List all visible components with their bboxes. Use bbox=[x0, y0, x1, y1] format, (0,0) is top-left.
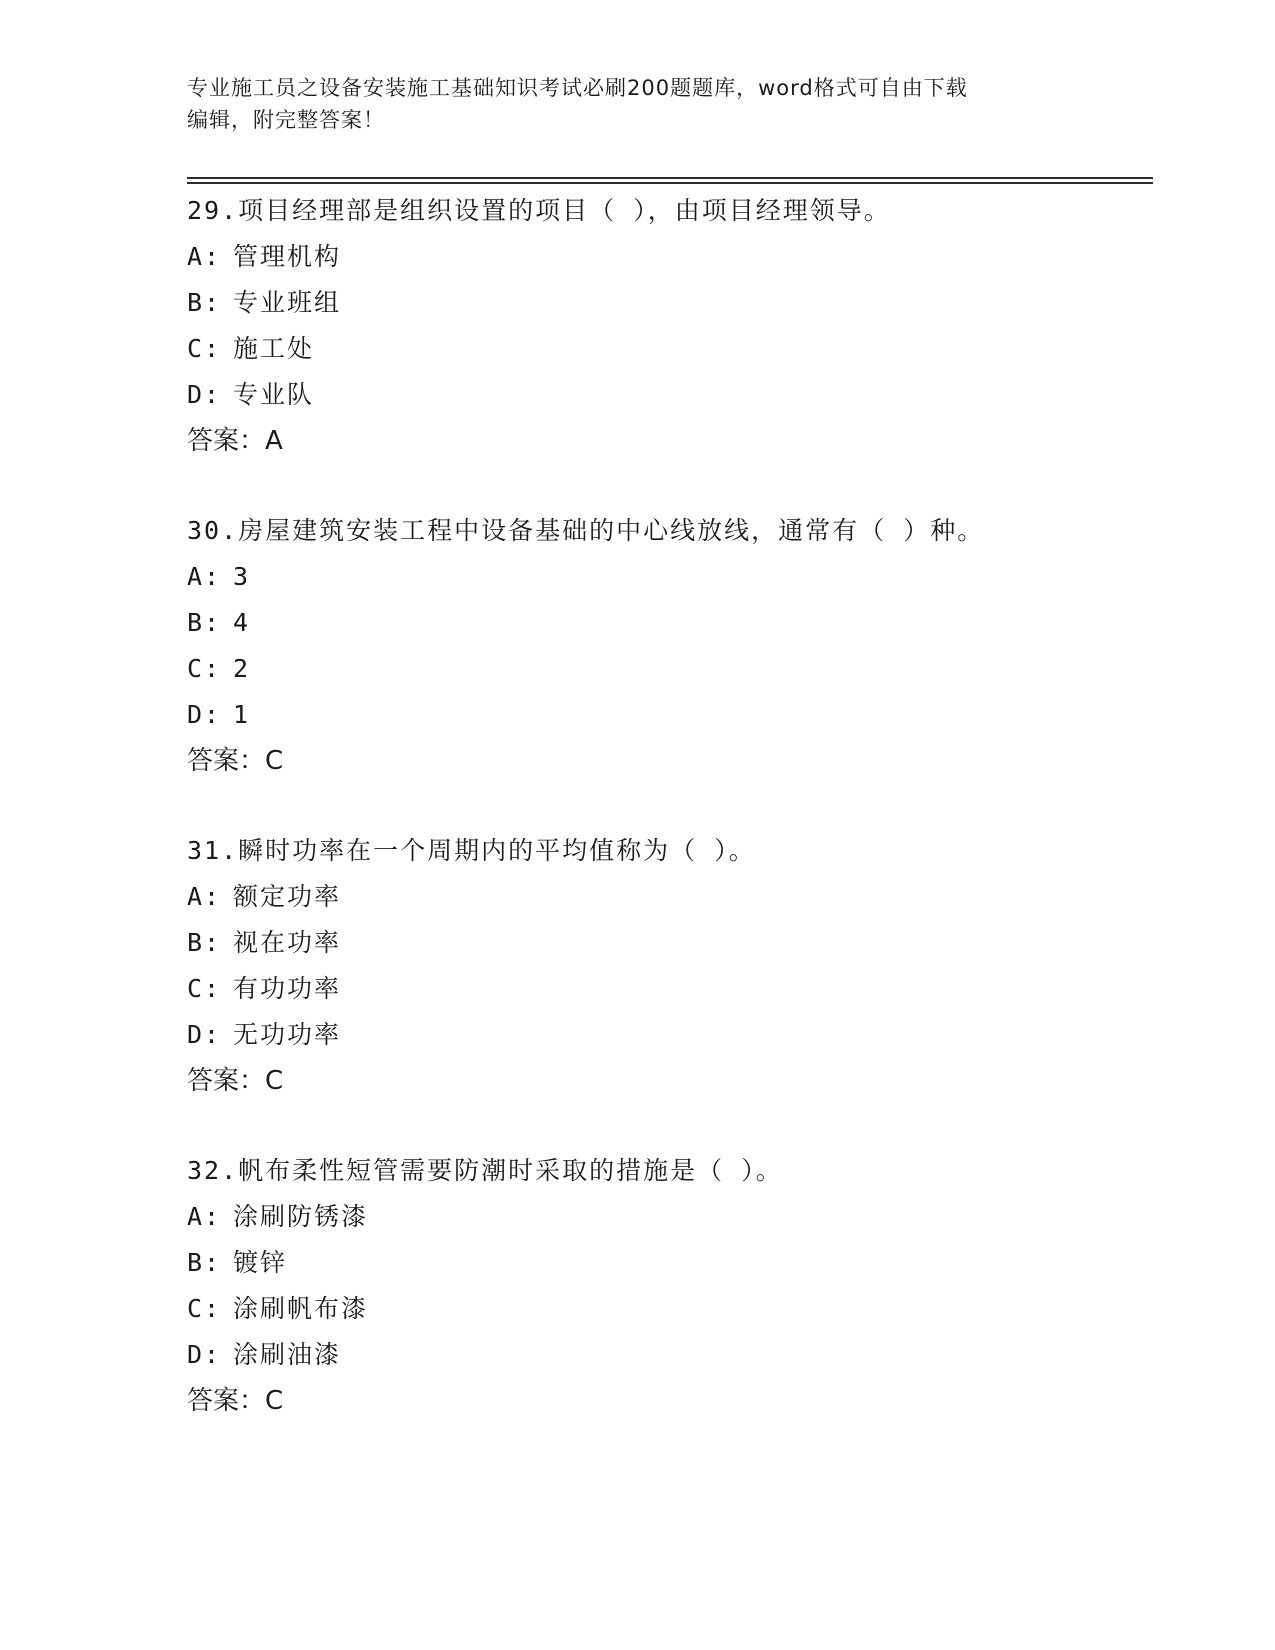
question-stem: 32.帆布柔性短管需要防潮时采取的措施是（ ）。 bbox=[187, 1156, 783, 1185]
answer-line: 答案：C bbox=[187, 746, 284, 776]
option-d bbox=[187, 372, 1153, 418]
option-d bbox=[187, 1012, 1153, 1058]
option-text: 镀锌 bbox=[233, 1248, 288, 1277]
option-text: 无功功率 bbox=[233, 1020, 342, 1049]
option-text: 4 bbox=[233, 608, 251, 637]
option-key: A: bbox=[187, 562, 222, 591]
option-key: C: bbox=[187, 974, 222, 1003]
question-block bbox=[187, 188, 1153, 464]
answer-line: 答案：C bbox=[187, 1386, 284, 1416]
option-key: C: bbox=[187, 1294, 222, 1323]
option-c bbox=[187, 966, 1153, 1012]
option-text: 涂刷防锈漆 bbox=[233, 1202, 369, 1231]
option-key: D: bbox=[187, 1340, 222, 1369]
question-stem: 31.瞬时功率在一个周期内的平均值称为（ ）。 bbox=[187, 836, 756, 865]
option-text: 3 bbox=[233, 562, 251, 591]
option-a bbox=[187, 554, 1153, 600]
option-key: A: bbox=[187, 882, 222, 911]
option-key: A: bbox=[187, 1202, 222, 1231]
option-c bbox=[187, 646, 1153, 692]
question-block bbox=[187, 508, 1153, 784]
option-text: 视在功率 bbox=[233, 928, 342, 957]
question-stem: 29.项目经理部是组织设置的项目（ ），由项目经理领导。 bbox=[187, 196, 891, 225]
option-text: 专业班组 bbox=[233, 288, 342, 317]
option-b bbox=[187, 280, 1153, 326]
option-key: B: bbox=[187, 1248, 222, 1277]
option-text: 专业队 bbox=[233, 380, 315, 409]
option-b bbox=[187, 1240, 1153, 1286]
option-text: 2 bbox=[233, 654, 251, 683]
option-a bbox=[187, 234, 1153, 280]
option-a bbox=[187, 874, 1153, 920]
header-divider-bottom bbox=[187, 182, 1153, 184]
option-text: 涂刷帆布漆 bbox=[233, 1294, 369, 1323]
option-d bbox=[187, 692, 1153, 738]
option-key: D: bbox=[187, 1020, 222, 1049]
option-key: B: bbox=[187, 288, 222, 317]
option-b bbox=[187, 600, 1153, 646]
answer-line: 答案：A bbox=[187, 426, 283, 456]
question-block bbox=[187, 1148, 1153, 1424]
option-text: 施工处 bbox=[233, 334, 315, 363]
option-d bbox=[187, 1332, 1153, 1378]
option-key: B: bbox=[187, 928, 222, 957]
option-c bbox=[187, 1286, 1153, 1332]
option-c bbox=[187, 326, 1153, 372]
option-key: D: bbox=[187, 380, 222, 409]
option-key: C: bbox=[187, 654, 222, 683]
header-divider-top bbox=[187, 177, 1153, 179]
question-block bbox=[187, 828, 1153, 1104]
header-title-line1: 专业施工员之设备安装施工基础知识考试必刷200题题库，word格式可自由下载 bbox=[187, 76, 968, 100]
question-stem: 30.房屋建筑安装工程中设备基础的中心线放线，通常有（ ）种。 bbox=[187, 516, 985, 545]
header-title-line2: 编辑，附完整答案！ bbox=[187, 108, 385, 132]
option-key: D: bbox=[187, 700, 222, 729]
option-text: 有功功率 bbox=[233, 974, 342, 1003]
option-key: C: bbox=[187, 334, 222, 363]
option-b bbox=[187, 920, 1153, 966]
option-key: A: bbox=[187, 242, 222, 271]
option-text: 涂刷油漆 bbox=[233, 1340, 342, 1369]
option-a bbox=[187, 1194, 1153, 1240]
option-text: 1 bbox=[233, 700, 251, 729]
document-header bbox=[187, 72, 1067, 136]
option-text: 管理机构 bbox=[233, 242, 342, 271]
answer-line: 答案：C bbox=[187, 1066, 284, 1096]
option-text: 额定功率 bbox=[233, 882, 342, 911]
option-key: B: bbox=[187, 608, 222, 637]
